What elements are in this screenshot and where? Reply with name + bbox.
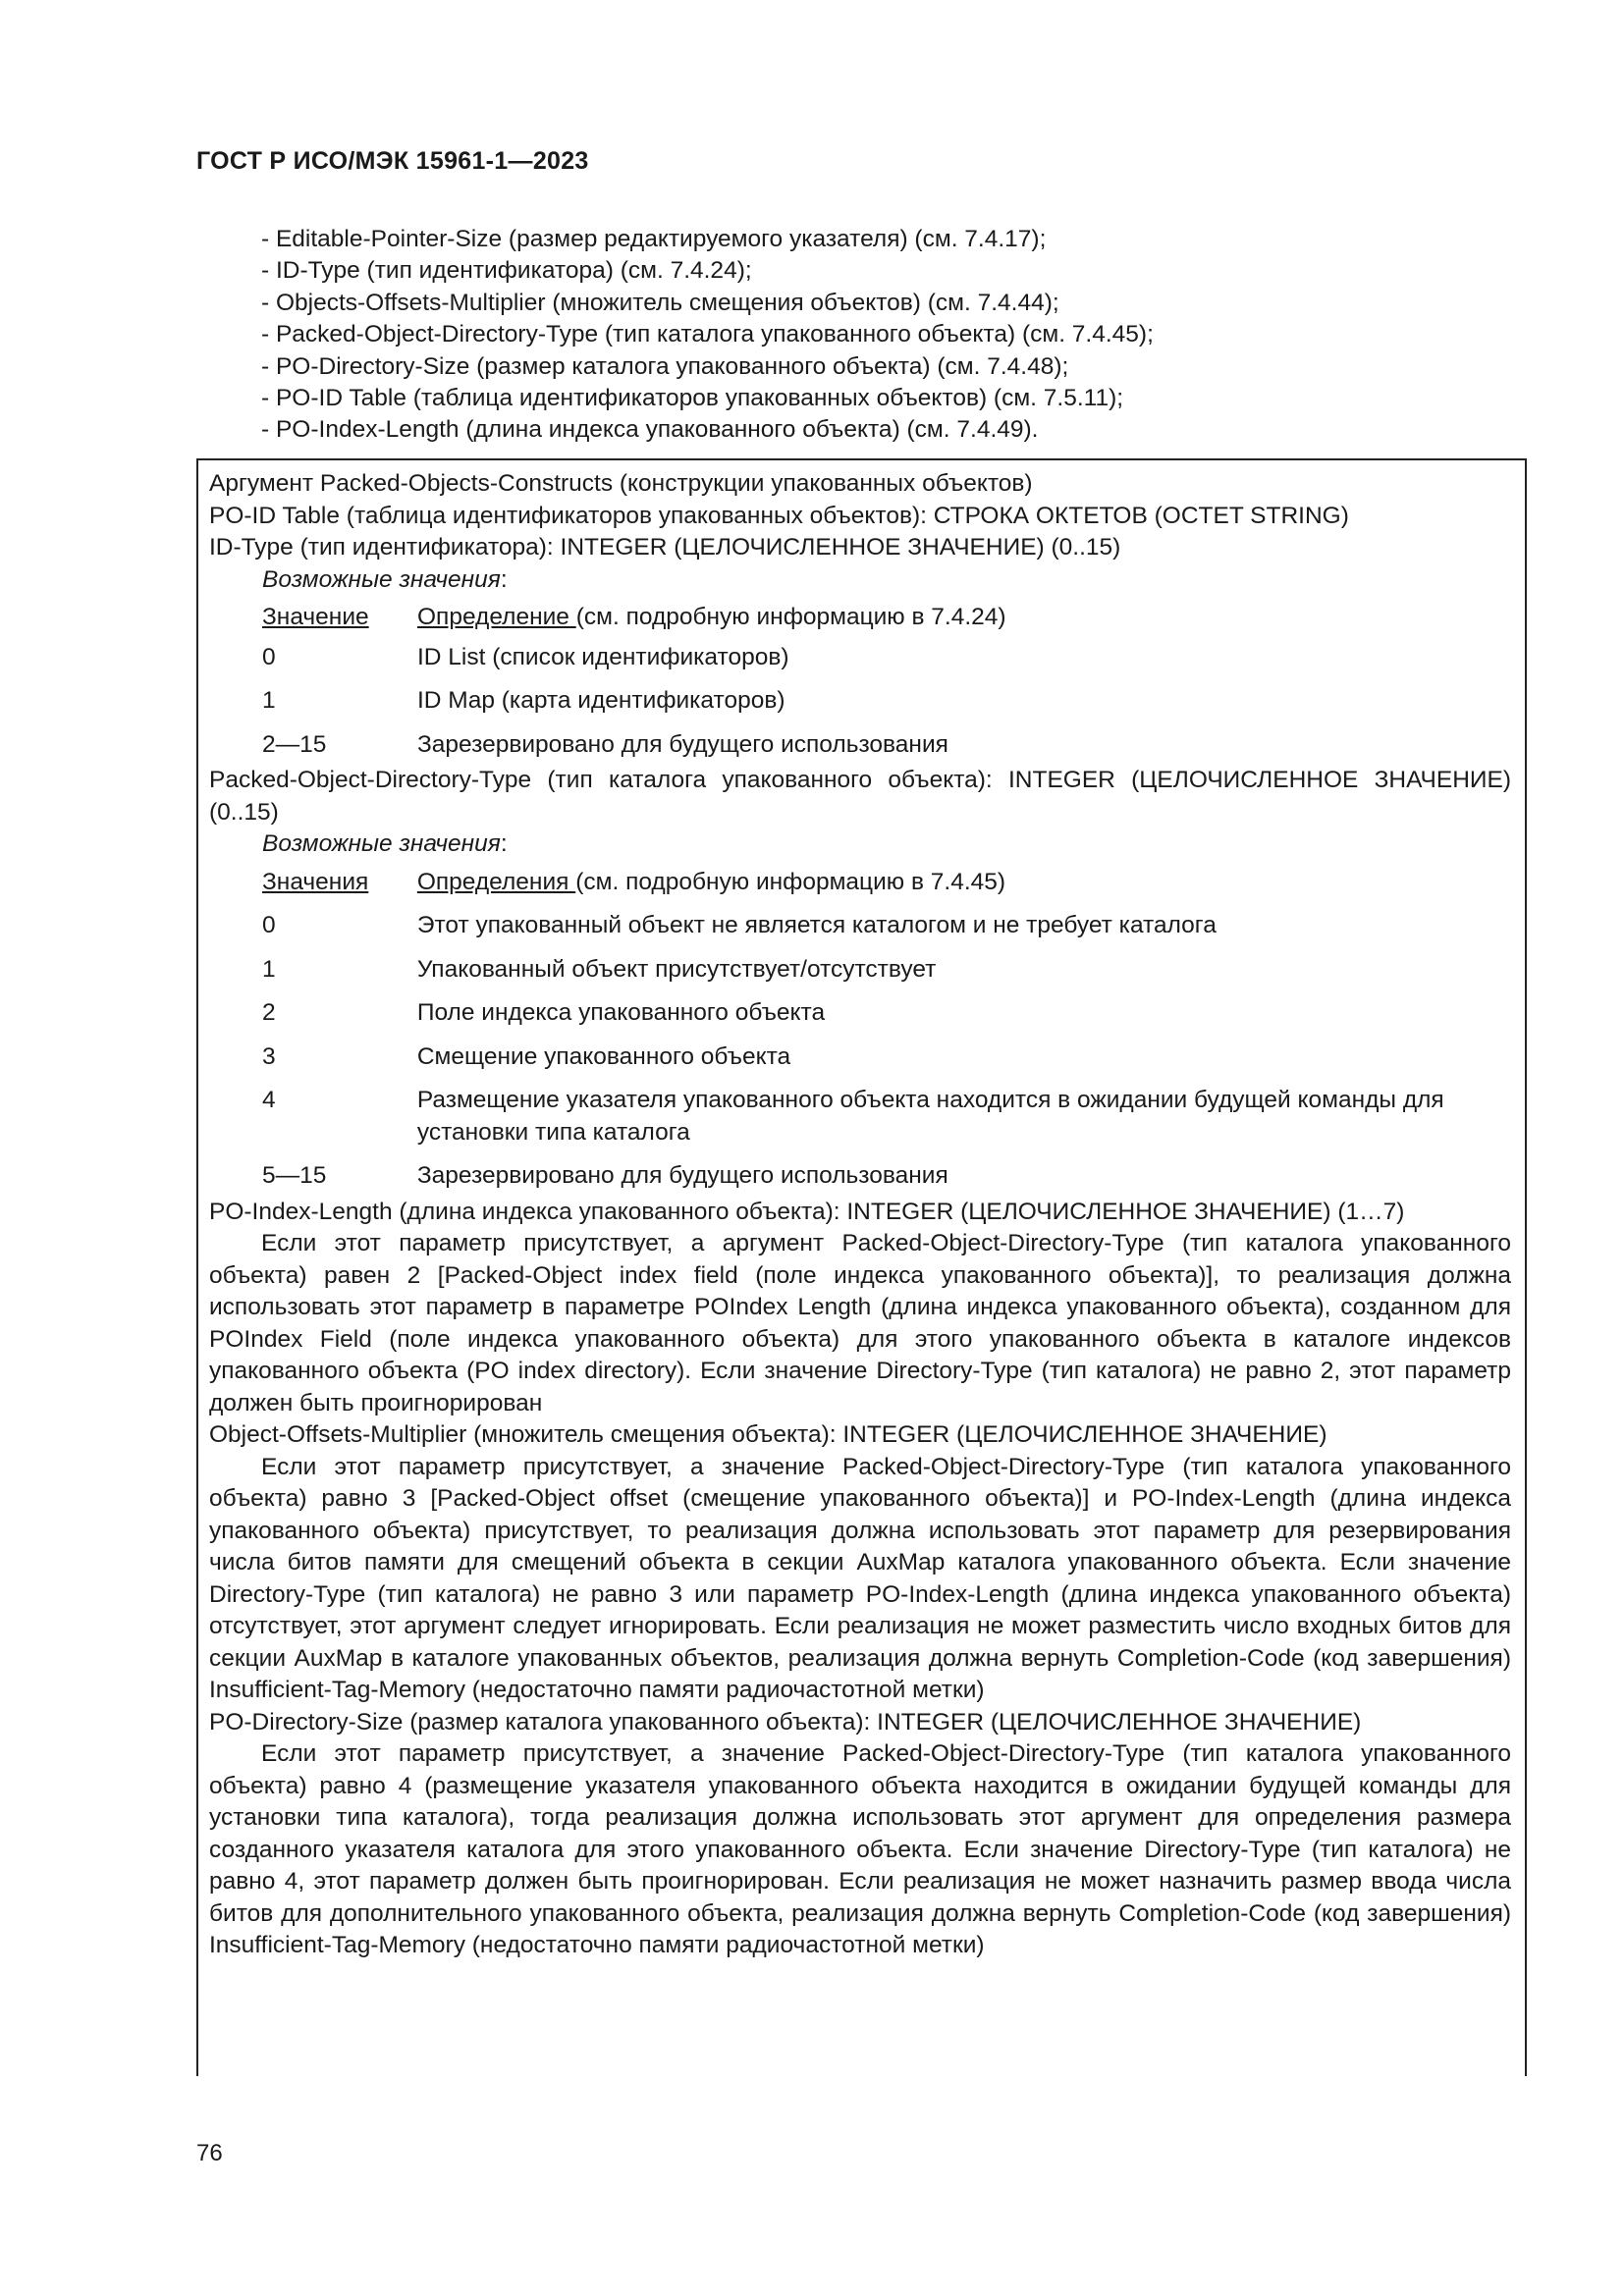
- table-row: 0 ID List (список идентификаторов): [262, 643, 789, 670]
- table-row: 1 ID Map (карта идентификаторов): [262, 687, 785, 714]
- column-header-value: Значения: [262, 868, 369, 895]
- directory-type-title: Packed-Object-Directory-Type (тип каталога упакованного объекта): INTEGER (ЦЕЛОЧИСЛЕННОЕ ЗНАЧЕНИЕ) (0..15): [209, 767, 1511, 826]
- table-header-row: Значение Определение (см. подробную информацию в 7.4.24): [262, 604, 1006, 630]
- column-header-definition: Определения: [416, 868, 576, 895]
- index-length-title: PO-Index-Length (длина индекса упакованного объекта): INTEGER (ЦЕЛОЧИСЛЕННОЕ ЗНАЧЕНИЕ) (1…7): [209, 1198, 1405, 1225]
- page-number: 76: [196, 2140, 223, 2166]
- id-type-values-table: [262, 602, 1502, 761]
- offsets-multiplier-title: Object-Offsets-Multiplier (множитель смещения объекта): INTEGER (ЦЕЛОЧИСЛЕННОЕ ЗНАЧЕНИЕ): [209, 1421, 1327, 1448]
- table-row: 3 Смещение упакованного объекта: [262, 1042, 791, 1070]
- possible-values-label: Возможные значения:: [262, 830, 508, 857]
- list-item: - Packed-Object-Directory-Type (тип каталога упакованного объекта) (см. 7.4.45);: [261, 321, 1154, 348]
- column-header-value: Значение: [262, 604, 369, 630]
- list-item: - PO-ID Table (таблица идентификаторов упакованных объектов) (см. 7.5.11);: [261, 385, 1124, 412]
- directory-size-text: Если этот параметр присутствует, а значение Packed-Object-Directory-Type (тип каталога упакованного объекта) равно 4 (размещение указателя упакованного объекта находится в ожидании будущей команды для установки типа каталога), тогда реализация должна использовать этот аргумент для определения размера созданного указателя каталога для этого упакованного объекта. Если значение Directory-Type (тип каталога) не равно 4, этот параметр должен быть проигнорирован. Если реализация не может назначить размер ввода числа битов для дополнительного упакованного объекта, реализация должна вернуть Completion-Code (код завершения) Insufficient-Tag-Memory (недостаточно памяти радиочастотной метки): [209, 1740, 1511, 1958]
- possible-values-label: Возможные значения:: [262, 565, 508, 593]
- id-type-title: ID-Type (тип идентификатора): INTEGER (ЦЕЛОЧИСЛЕННОЕ ЗНАЧЕНИЕ) (0..15): [209, 534, 1121, 561]
- table-row: 2 Поле индекса упакованного объекта: [262, 999, 826, 1026]
- page-header: ГОСТ Р ИСО/МЭК 15961-1—2023: [196, 147, 589, 175]
- column-header-definition: Определение: [417, 604, 576, 630]
- parameters-box: [196, 458, 1527, 2076]
- box-title: Аргумент Packed-Objects-Constructs (конструкции упакованных объектов): [209, 470, 1033, 497]
- table-row: 2—15 Зарезервировано для будущего использования: [262, 730, 948, 758]
- table-header-row: Значения Определения (см. подробную информацию в 7.4.45): [262, 868, 1006, 895]
- po-id-table-line: PO-ID Table (таблица идентификаторов упакованных объектов): СТРОКА ОКТЕТОВ (OCTET STRING): [209, 502, 1349, 529]
- list-item: - Editable-Pointer-Size (размер редактируемого указателя) (см. 7.4.17);: [261, 226, 1047, 252]
- table-row: 5—15 Зарезервировано для будущего использования: [262, 1162, 948, 1189]
- table-row: 0 Этот упакованный объект не является каталогом и не требует каталога: [262, 912, 1217, 938]
- directory-size-title: PO-Directory-Size (размер каталога упакованного объекта): INTEGER (ЦЕЛОЧИСЛЕННОЕ ЗНАЧЕНИЕ): [209, 1708, 1362, 1735]
- index-length-text: Если этот параметр присутствует, а аргумент Packed-Object-Directory-Type (тип каталога упакованного объекта) равен 2 [Packed-Object index field (поле индекса упакованного объекта)], то реализация должна использовать этот параметр в параметре POIndex Length (длина индекса упакованного объекта), созданном для POIndex Field (поле индекса упакованного объекта) для этого упакованного объекта в каталоге индексов упакованного объекта (PO index directory). Если значение Directory-Type (тип каталога) не равно 2, этот параметр должен быть проигнорирован: [209, 1230, 1511, 1416]
- list-item: - PO-Index-Length (длина индекса упакованного объекта) (см. 7.4.49).: [261, 416, 1039, 444]
- table-row: 1 Упакованный объект присутствует/отсутствует: [262, 955, 937, 983]
- table-row: 4 Размещение указателя упакованного объекта находится в ожидании будущей команды для установки типа каталога: [262, 1087, 1444, 1146]
- intro-list: [261, 224, 1508, 447]
- offsets-multiplier-text: Если этот параметр присутствует, а значение Packed-Object-Directory-Type (тип каталога упакованного объекта) равно 3 [Packed-Object offset (смещение упакованного объекта)] и PO-Index-Length (длина индекса упакованного объекта) присутствует, то реализация должна использовать этот параметр для резервирования числа битов памяти для смещений объекта в секции AuxMap каталога упакованного объекта. Если значение Directory-Type (тип каталога) не равно 3 или параметр PO-Index-Length (длина индекса упакованного объекта) отсутствует, этот аргумент следует игнорировать. Если реализация не может разместить число входных битов для секции AuxMap в каталоге упакованных объектов, реализация должна вернуть Completion-Code (код завершения) Insufficient-Tag-Memory (недостаточно памяти радиочастотной метки): [209, 1453, 1511, 1703]
- directory-type-values-table: [262, 867, 1511, 1193]
- list-item: - ID-Type (тип идентификатора) (см. 7.4.24);: [261, 257, 752, 285]
- list-item: - Objects-Offsets-Multiplier (множитель смещения объектов) (см. 7.4.44);: [261, 289, 1059, 316]
- list-item: - PO-Directory-Size (размер каталога упакованного объекта) (см. 7.4.48);: [261, 352, 1069, 380]
